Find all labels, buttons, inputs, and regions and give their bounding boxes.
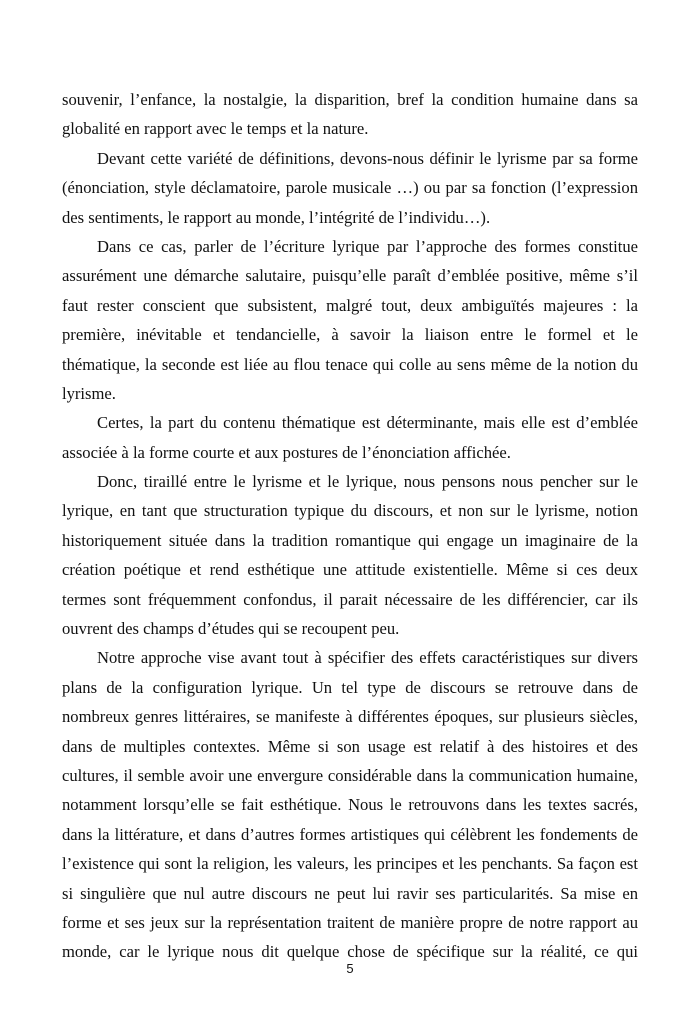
paragraph	[62, 85, 638, 144]
text-line: historiquement située dans la tradition romantique qui engage un imaginaire de la	[62, 530, 638, 550]
paragraph	[62, 467, 638, 643]
text-line: globalité en rapport avec le temps et la nature.	[62, 119, 369, 139]
paragraph	[62, 643, 638, 966]
text-line: Notre approche vise avant tout à spécifier des effets caractéristiques sur divers	[97, 648, 638, 668]
document-body	[62, 85, 638, 967]
page-number: 5	[346, 961, 354, 976]
text-line: souvenir, l’enfance, la nostalgie, la disparition, bref la condition humaine dans sa	[62, 90, 638, 109]
text-line: première, inévitable et tendancielle, à savoir la liaison entre le formel et le	[62, 325, 638, 345]
paragraph	[62, 232, 638, 408]
text-line: création poétique et rend esthétique une attitude existentielle. Même si ces deux	[62, 560, 638, 580]
text-line: Devant cette variété de définitions, devons-nous définir le lyrisme par sa forme	[97, 148, 638, 168]
text-line: cultures, il semble avoir une envergure considérable dans la communication humaine,	[62, 765, 638, 785]
paragraph	[62, 144, 638, 232]
text-line: ouvrent des champs d’études qui se recoupent peu.	[62, 619, 400, 639]
text-line: termes sont fréquemment confondus, il parait nécessaire de les différencier, car ils	[62, 589, 638, 609]
text-line: faut rester conscient que subsistent, malgré tout, deux ambiguïtés majeures : la	[62, 295, 638, 315]
text-line: dans de multiples contextes. Même si son usage est relatif à des histoires et des	[62, 736, 638, 756]
text-line: plans de la configuration lyrique. Un tel type de discours se retrouve dans de	[62, 677, 638, 697]
paragraph	[62, 408, 638, 467]
text-line: des sentiments, le rapport au monde, l’intégrité de l’individu…).	[62, 207, 491, 227]
text-line: monde, car le lyrique nous dit quelque chose de spécifique sur la réalité, ce qui	[62, 942, 638, 962]
text-line: nombreux genres littéraires, se manifeste à différentes époques, sur plusieurs siècles,	[62, 707, 638, 727]
text-line: Certes, la part du contenu thématique est déterminante, mais elle est d’emblée	[97, 413, 638, 433]
text-line: si singulière que nul autre discours ne peut lui ravir ses particularités. Sa mise en	[62, 883, 638, 903]
text-line: (énonciation, style déclamatoire, parole musicale …) ou par sa fonction (l’expression	[62, 178, 638, 198]
text-line: notamment lorsqu’elle se fait esthétique. Nous le retrouvons dans les textes sacrés,	[62, 795, 638, 815]
text-line: forme et ses jeux sur la représentation traitent de manière propre de notre rapport au	[62, 912, 638, 932]
text-line: dans la littérature, et dans d’autres formes artistiques qui célèbrent les fondements de	[62, 824, 638, 844]
text-line: thématique, la seconde est liée au flou tenace qui colle au sens même de la notion du	[62, 354, 638, 374]
text-line: l’existence qui sont la religion, les valeurs, les principes et les penchants. Sa façon est	[62, 854, 638, 874]
text-line: Donc, tiraillé entre le lyrisme et le lyrique, nous pensons nous pencher sur le	[97, 472, 638, 492]
text-line: associée à la forme courte et aux postures de l’énonciation affichée.	[62, 442, 511, 462]
text-line: assurément une démarche salutaire, puisqu’elle paraît d’emblée positive, même s’il	[62, 266, 638, 286]
text-line: Dans ce cas, parler de l’écriture lyrique par l’approche des formes constitue	[97, 236, 638, 256]
text-line: lyrique, en tant que structuration typique du discours, et non sur le lyrisme, notion	[62, 501, 638, 521]
text-line: lyrisme.	[62, 383, 116, 403]
